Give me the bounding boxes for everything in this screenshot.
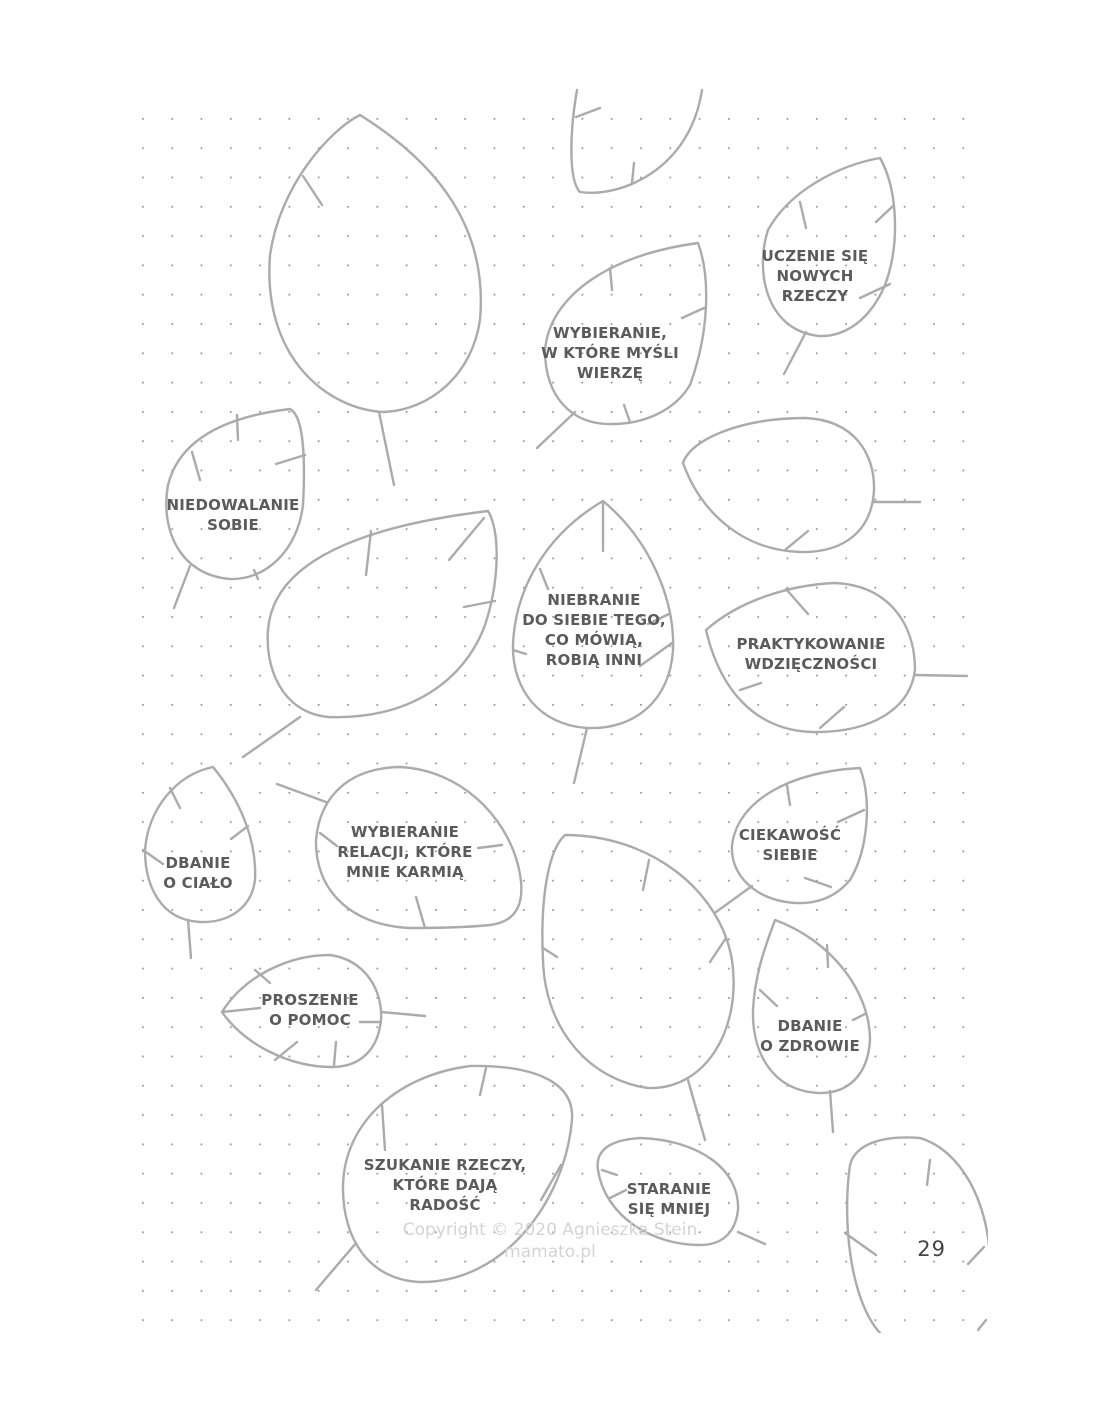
label-line: O CIAŁO — [163, 874, 233, 892]
copyright-watermark — [403, 1219, 697, 1263]
label-line: SIEBIE — [762, 846, 818, 864]
label-line: SZUKANIE RZECZY, — [363, 1156, 527, 1174]
label-line: PROSZENIE — [261, 991, 359, 1009]
label-line: DBANIE — [777, 1017, 843, 1035]
label-line: SIĘ MNIEJ — [627, 1200, 711, 1218]
copyright-site: mamato.pl — [504, 1242, 596, 1262]
label-line: WYBIERANIE, — [552, 324, 668, 342]
label-staranie — [627, 1179, 712, 1219]
label-wybieranie-relacji — [337, 822, 472, 882]
leaf-vein — [978, 1320, 986, 1330]
label-line: ROBIĄ INNI — [545, 651, 643, 669]
label-line: STARANIE — [626, 1180, 712, 1198]
label-line: WDZIĘCZNOŚCI — [744, 655, 878, 673]
label-niedowalanie — [166, 495, 299, 535]
page-number: 29 — [917, 1237, 946, 1261]
label-line: DO SIEBIE TEGO, — [522, 611, 666, 629]
label-line: W KTÓRE MYŚLI — [541, 344, 679, 362]
label-line: RADOŚĆ — [409, 1196, 481, 1214]
label-uczenie — [762, 246, 869, 306]
leaf-stem — [915, 675, 967, 676]
label-wybieranie-wierze — [541, 323, 679, 383]
label-line: NOWYCH — [776, 267, 854, 285]
label-line: O POMOC — [269, 1011, 351, 1029]
label-line: O ZDROWIE — [760, 1037, 860, 1055]
label-szukanie — [364, 1155, 527, 1215]
leaf-vein — [237, 415, 238, 440]
label-ciekawosc — [739, 825, 841, 865]
label-line: WIERZĘ — [576, 364, 644, 382]
label-line: NIEDOWALANIE — [166, 496, 300, 514]
label-line: SOBIE — [207, 516, 259, 534]
label-line: MNIE KARMIĄ — [346, 863, 464, 881]
label-dbanie-cialo — [163, 853, 232, 893]
label-line: WYBIERANIE — [350, 823, 460, 841]
label-line: RZECZY — [781, 287, 849, 305]
label-niebranie — [522, 590, 665, 670]
label-line: DBANIE — [165, 854, 231, 872]
label-line: NIEBRANIE — [547, 591, 641, 609]
label-line: PRAKTYKOWANIE — [736, 635, 886, 653]
label-line: CO MÓWIĄ, — [544, 631, 644, 649]
leaf-vein — [827, 945, 828, 967]
label-line: KTÓRE DAJĄ — [392, 1176, 498, 1194]
copyright-line: Copyright © 2020 Agnieszka Stein — [402, 1220, 698, 1240]
label-proszenie — [261, 990, 358, 1030]
label-line: RELACJI, KTÓRE — [337, 843, 473, 861]
label-line: UCZENIE SIĘ — [761, 247, 869, 265]
label-praktykowanie — [736, 634, 885, 674]
label-dbanie-zdrowie — [760, 1016, 860, 1056]
label-line: CIEKAWOŚĆ — [738, 826, 842, 844]
